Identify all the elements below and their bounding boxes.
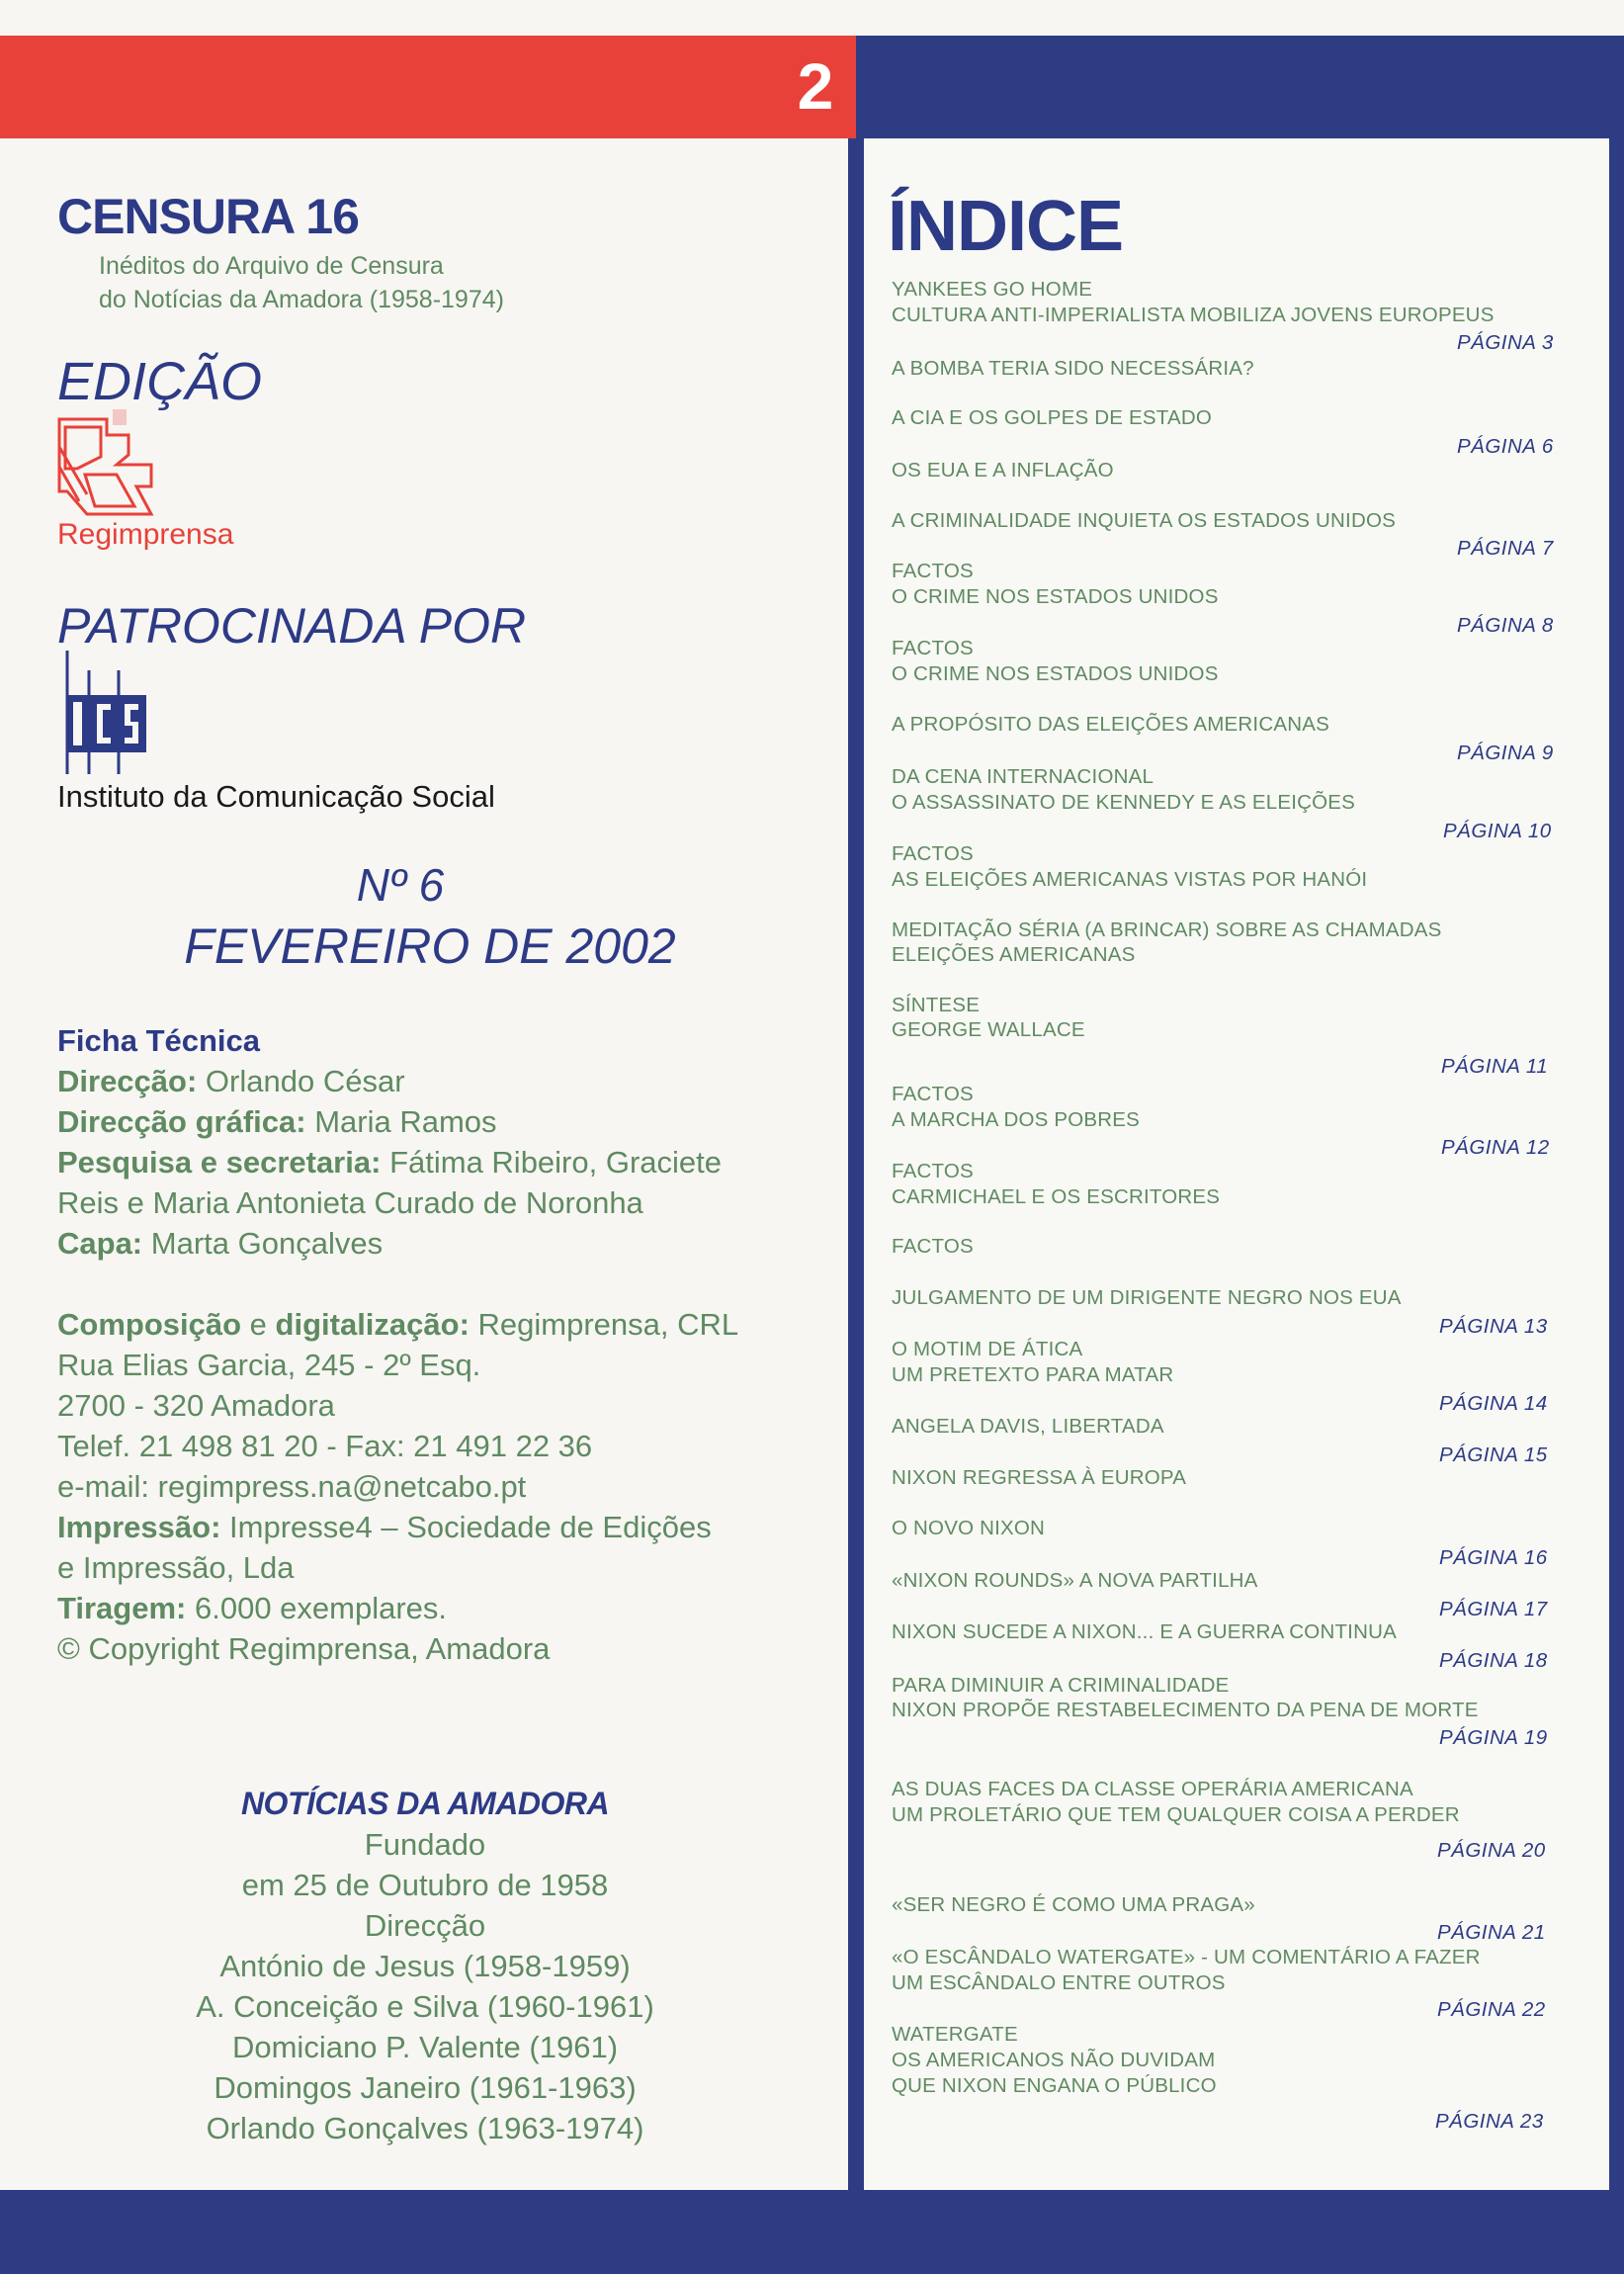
noticias-line: em 25 de Outubro de 1958 [241, 1868, 609, 1902]
ficha-heading: Ficha Técnica [57, 1023, 261, 1058]
ficha-row [57, 1588, 828, 1628]
noticias-line: Fundado [364, 1827, 486, 1862]
ficha-label: Composição [57, 1307, 242, 1342]
ficha-value: 6.000 exemplares. [194, 1591, 448, 1625]
index-page: PÁGINA 21 [1437, 1921, 1546, 1944]
index-entry: AS DUAS FACES DA CLASSE OPERÁRIA AMERICANA [892, 1778, 1413, 1800]
index-entry: OS EUA E A INFLAÇÃO [892, 459, 1114, 481]
header-bar-blue [856, 36, 1624, 138]
noticias-line: Orlando Gonçalves (1963-1974) [206, 2111, 644, 2145]
index-entry: FACTOS [892, 560, 974, 582]
index-frame-left [848, 138, 864, 2190]
index-title: ÍNDICE [888, 187, 1124, 266]
index-entry: O MOTIM DE ÁTICA [892, 1338, 1083, 1360]
index-page: PÁGINA 20 [1437, 1839, 1546, 1862]
index-entry: FACTOS [892, 1160, 974, 1182]
index-entry: YANKEES GO HOME [892, 278, 1093, 301]
noticias-line: Domingos Janeiro (1961-1963) [214, 2070, 637, 2105]
index-entry: FACTOS [892, 1235, 974, 1258]
index-entry: FACTOS [892, 637, 974, 659]
index-entry: A BOMBA TERIA SIDO NECESSÁRIA? [892, 357, 1254, 380]
publication-subtitle [99, 249, 504, 316]
index-page: PÁGINA 22 [1437, 1998, 1546, 2021]
index-entry: GEORGE WALLACE [892, 1018, 1085, 1041]
ficha-row [57, 1304, 828, 1345]
index-page: PÁGINA 12 [1441, 1136, 1550, 1159]
index-entry: FACTOS [892, 1083, 974, 1105]
index-entry: MEDITAÇÃO SÉRIA (A BRINCAR) SOBRE AS CHAMADAS [892, 918, 1442, 941]
ficha-label: Pesquisa e secretaria: [57, 1145, 382, 1180]
index-entry: UM PROLETÁRIO QUE TEM QUALQUER COISA A PERDER [892, 1803, 1460, 1826]
ficha-value: Marta Gonçalves [150, 1226, 384, 1261]
ficha-label: Direcção gráfica: [57, 1104, 306, 1139]
noticias-block [0, 1784, 850, 2148]
header-bar-red [0, 36, 856, 138]
index-entry: «O ESCÂNDALO WATERGATE» - UM COMENTÁRIO A FAZER [892, 1946, 1481, 1968]
address-line: Rua Elias Garcia, 245 - 2º Esq. [57, 1348, 481, 1382]
index-page: PÁGINA 7 [1457, 537, 1554, 560]
ficha-value: e [249, 1307, 267, 1342]
ficha-row [57, 1223, 828, 1264]
publication-title: CENSURA 16 [57, 189, 359, 244]
index-entry: O CRIME NOS ESTADOS UNIDOS [892, 662, 1219, 685]
footer-bar [0, 2190, 1624, 2274]
index-entry: NIXON SUCEDE A NIXON... E A GUERRA CONTINUA [892, 1620, 1397, 1643]
ficha-label: Impressão: [57, 1510, 221, 1544]
ficha-label: Direcção: [57, 1064, 198, 1098]
index-entry: NIXON PROPÕE RESTABELECIMENTO DA PENA DE MORTE [892, 1699, 1479, 1721]
index-frame-right [1609, 138, 1624, 2190]
index-entry: O ASSASSINATO DE KENNEDY E AS ELEIÇÕES [892, 791, 1356, 814]
index-page: PÁGINA 3 [1457, 331, 1554, 354]
index-page: PÁGINA 23 [1435, 2110, 1544, 2133]
ficha-label: digitalização: [275, 1307, 470, 1342]
index-entry: SÍNTESE [892, 994, 981, 1016]
index-entry: AS ELEIÇÕES AMERICANAS VISTAS POR HANÓI [892, 868, 1368, 891]
issue-number: Nº 6 [356, 859, 445, 911]
ficha-tecnica [57, 1020, 828, 1669]
ficha-row [57, 1101, 828, 1142]
index-entry: ELEIÇÕES AMERICANAS [892, 943, 1136, 966]
index-entry: JULGAMENTO DE UM DIRIGENTE NEGRO NOS EUA [892, 1286, 1402, 1309]
index-entry: O CRIME NOS ESTADOS UNIDOS [892, 585, 1219, 608]
ficha-label: Capa: [57, 1226, 143, 1261]
index-entry: A CIA E OS GOLPES DE ESTADO [892, 406, 1213, 429]
ficha-value: Maria Ramos [314, 1104, 497, 1139]
index-page: PÁGINA 9 [1457, 742, 1554, 764]
ficha-value: Impresse4 – Sociedade de Edições [229, 1510, 712, 1544]
noticias-line: Direcção [364, 1908, 486, 1943]
index-page: PÁGINA 13 [1439, 1315, 1548, 1338]
index-entry: «SER NEGRO É COMO UMA PRAGA» [892, 1893, 1255, 1916]
sponsor-name: Instituto da Comunicação Social [57, 779, 495, 814]
ficha-row [57, 1142, 828, 1182]
ics-logo-icon [59, 651, 154, 774]
subtitle-line: do Notícias da Amadora (1958-1974) [99, 286, 504, 313]
index-page: PÁGINA 18 [1439, 1649, 1548, 1672]
index-page: PÁGINA 11 [1441, 1055, 1549, 1078]
page-number: 2 [797, 49, 834, 123]
index-entry: CARMICHAEL E OS ESCRITORES [892, 1185, 1221, 1208]
index-entry: DA CENA INTERNACIONAL [892, 765, 1154, 788]
index-entry: UM ESCÂNDALO ENTRE OUTROS [892, 1971, 1226, 1994]
index-entry: A CRIMINALIDADE INQUIETA OS ESTADOS UNIDOS [892, 509, 1396, 532]
telephone-line: Telef. 21 498 81 20 - Fax: 21 491 22 36 [57, 1429, 593, 1463]
edicao-label: EDIÇÃO [57, 352, 263, 411]
index-page: PÁGINA 14 [1439, 1392, 1548, 1415]
regimprensa-logo-icon [57, 407, 161, 524]
index-entry: A MARCHA DOS POBRES [892, 1108, 1141, 1131]
ficha-value: e Impressão, Lda [57, 1550, 295, 1585]
copyright-line: © Copyright Regimprensa, Amadora [57, 1631, 551, 1666]
noticias-line: António de Jesus (1958-1959) [219, 1949, 631, 1983]
index-entry: OS AMERICANOS NÃO DUVIDAM [892, 2049, 1216, 2071]
patrocinada-label: PATROCINADA POR [57, 598, 527, 654]
ficha-row [57, 1507, 828, 1547]
index-entry: FACTOS [892, 842, 974, 865]
index-entry: ANGELA DAVIS, LIBERTADA [892, 1415, 1164, 1438]
regimprensa-name: Regimprensa [57, 518, 234, 551]
noticias-line: A. Conceição e Silva (1960-1961) [196, 1989, 654, 2024]
ficha-value: Orlando César [205, 1064, 405, 1098]
issue-date: FEVEREIRO DE 2002 [184, 918, 676, 974]
ficha-label: Tiragem: [57, 1591, 187, 1625]
index-entry: QUE NIXON ENGANA O PÚBLICO [892, 2074, 1217, 2097]
noticias-line: Domiciano P. Valente (1961) [231, 2030, 619, 2064]
ficha-value: Fátima Ribeiro, Graciete [389, 1145, 723, 1180]
index-page: PÁGINA 19 [1439, 1726, 1548, 1749]
ficha-value: Regimprensa, CRL [477, 1307, 739, 1342]
index-page: PÁGINA 6 [1457, 435, 1554, 458]
index-page: PÁGINA 17 [1439, 1598, 1548, 1620]
index-page: PÁGINA 8 [1457, 614, 1554, 637]
noticias-name: NOTÍCIAS DA AMADORA [240, 1786, 610, 1821]
address-line: 2700 - 320 Amadora [57, 1388, 335, 1423]
index-entry: A PROPÓSITO DAS ELEIÇÕES AMERICANAS [892, 713, 1329, 736]
index-entry: UM PRETEXTO PARA MATAR [892, 1363, 1174, 1386]
ficha-row [57, 1061, 828, 1101]
index-entry: PARA DIMINUIR A CRIMINALIDADE [892, 1674, 1230, 1697]
index-page: PÁGINA 15 [1439, 1443, 1548, 1466]
index-page: PÁGINA 10 [1443, 820, 1552, 842]
index-entry: CULTURA ANTI-IMPERIALISTA MOBILIZA JOVENS EUROPEUS [892, 304, 1495, 326]
index-page: PÁGINA 16 [1439, 1546, 1548, 1569]
email-line: e-mail: regimpress.na@netcabo.pt [57, 1469, 527, 1504]
index-entry: «NIXON ROUNDS» A NOVA PARTILHA [892, 1569, 1258, 1592]
index-entry: WATERGATE [892, 2023, 1018, 2046]
subtitle-line: Inéditos do Arquivo de Censura [99, 252, 444, 280]
index-entry: O NOVO NIXON [892, 1517, 1046, 1539]
ficha-value: Reis e Maria Antonieta Curado de Noronha [57, 1185, 643, 1220]
index-entry: NIXON REGRESSA À EUROPA [892, 1466, 1187, 1489]
